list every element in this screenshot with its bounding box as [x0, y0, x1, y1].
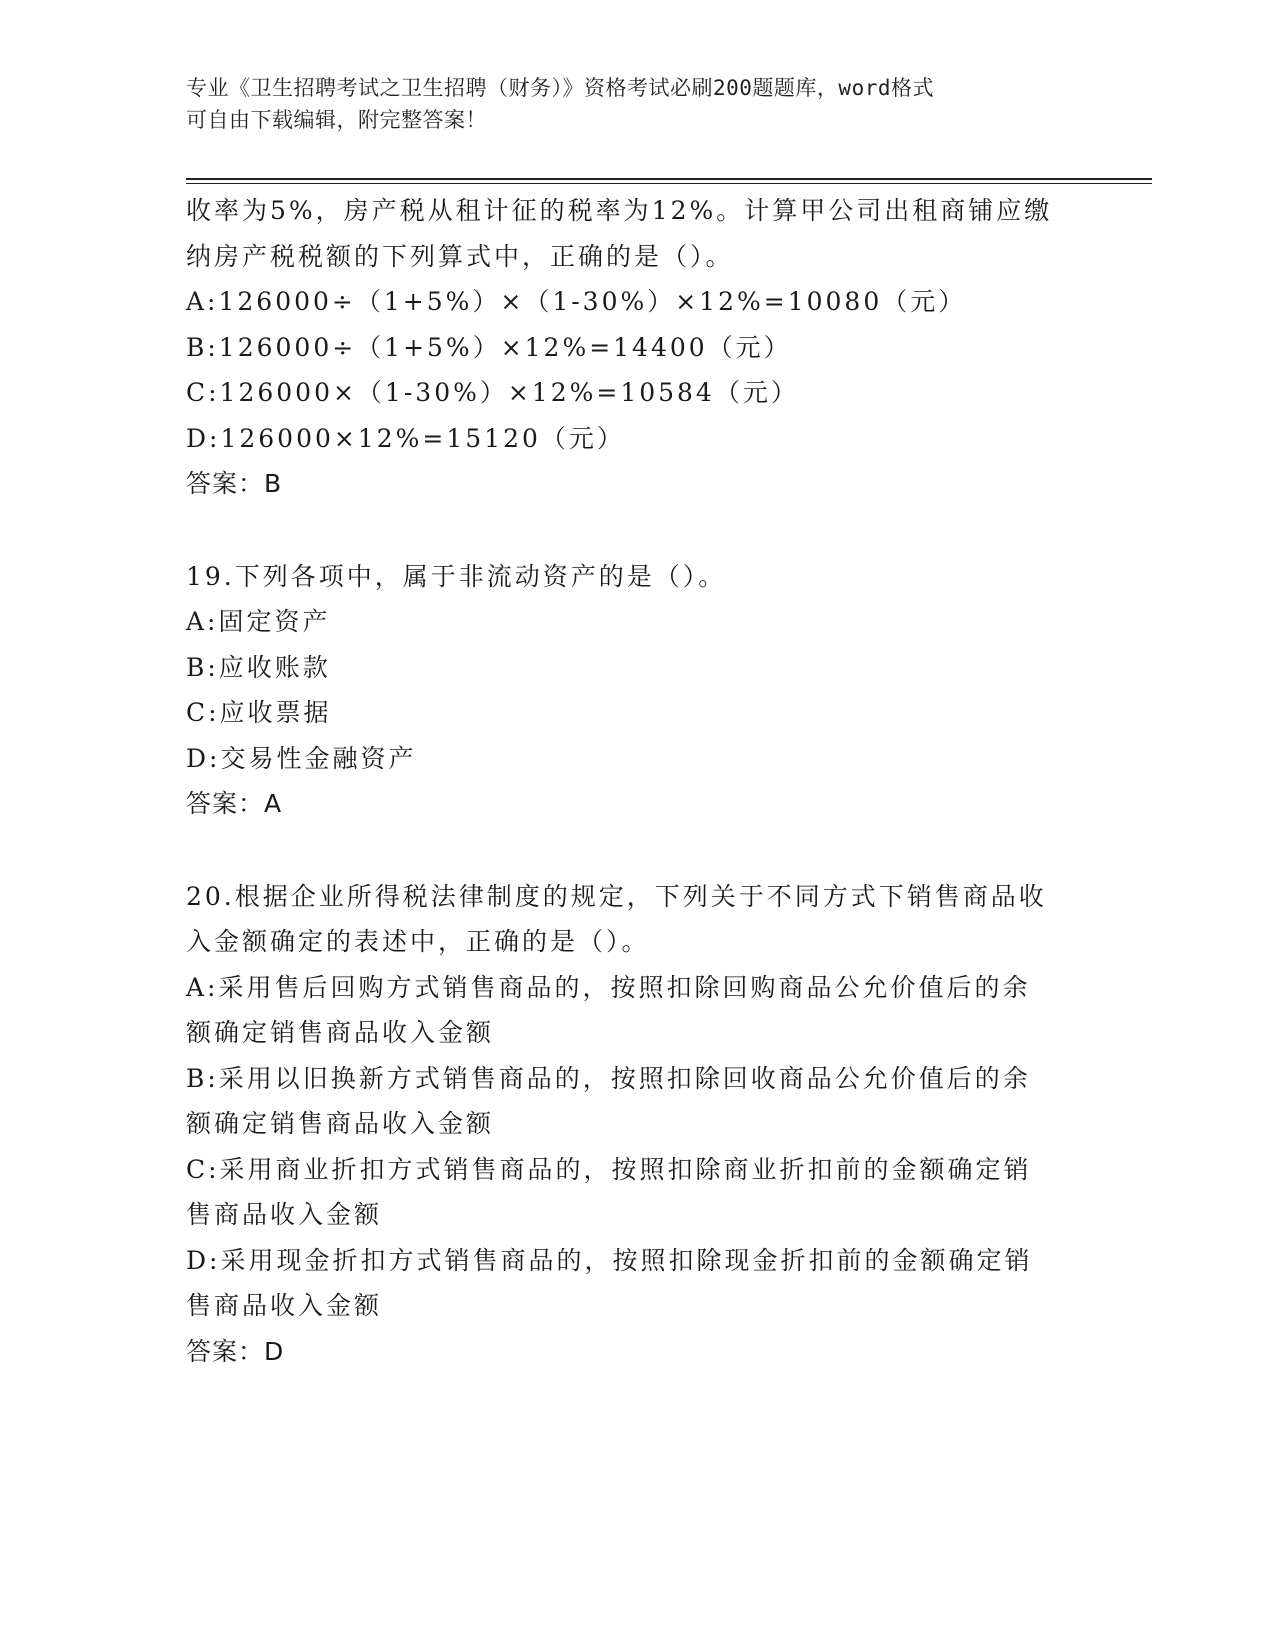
- answer-label: 答案：B: [186, 469, 283, 498]
- header-title-line1: 专业《卫生招聘考试之卫生招聘（财务）》资格考试必刷200题题库，word格式: [186, 76, 934, 100]
- option-c: C:126000×（1-30%）×12%=10584（元）: [186, 378, 799, 407]
- option-a: A:采用售后回购方式销售商品的，按照扣除回购商品公允价值后的余: [186, 972, 1031, 1002]
- question-stem-line: 入金额确定的表述中，正确的是（）。: [186, 927, 650, 956]
- header-divider-thin: [186, 183, 1152, 184]
- option-b-continued: 额确定销售商品收入金额: [186, 1109, 495, 1138]
- question-20: [186, 874, 1086, 1375]
- option-a-continued: 额确定销售商品收入金额: [186, 1018, 495, 1047]
- option-a: A:固定资产: [186, 607, 331, 636]
- page-header: [186, 72, 1086, 136]
- question-stem-line: 19.下列各项中，属于非流动资产的是（）。: [186, 561, 727, 591]
- answer-label: 答案：D: [186, 1336, 285, 1366]
- header-divider-thick: [186, 178, 1152, 180]
- question-19: [186, 554, 1086, 827]
- question-spacer: [186, 507, 1086, 554]
- option-a: A:126000÷（1+5%）×（1-30%）×12%=10080（元）: [186, 287, 967, 316]
- question-content: [186, 188, 1086, 1374]
- option-b: B:126000÷（1+5%）×12%=14400（元）: [186, 332, 792, 362]
- option-d-continued: 售商品收入金额: [186, 1291, 383, 1320]
- question-18: [186, 188, 1086, 507]
- option-d: D:126000×12%=15120（元）: [186, 423, 625, 453]
- option-b: B:采用以旧换新方式销售商品的，按照扣除回收商品公允价值后的余: [186, 1063, 1031, 1093]
- option-c-continued: 售商品收入金额: [186, 1200, 383, 1229]
- answer-label: 答案：A: [186, 789, 283, 818]
- question-stem-line: 收率为5%，房产税从租计征的税率为12%。计算甲公司出租商铺应缴: [186, 196, 1053, 225]
- question-stem-line: 纳房产税税额的下列算式中，正确的是（）。: [186, 241, 734, 271]
- option-c: C:应收票据: [186, 698, 332, 727]
- option-d: D:采用现金折扣方式销售商品的，按照扣除现金折扣前的金额确定销: [186, 1245, 1033, 1275]
- option-d: D:交易性金融资产: [186, 743, 417, 773]
- header-title-line2: 可自由下载编辑，附完整答案！: [186, 108, 487, 132]
- question-stem-line: 20.根据企业所得税法律制度的规定，下列关于不同方式下销售商品收: [186, 881, 1047, 911]
- option-b: B:应收账款: [186, 652, 331, 682]
- question-spacer: [186, 827, 1086, 874]
- option-c: C:采用商业折扣方式销售商品的，按照扣除商业折扣前的金额确定销: [186, 1154, 1032, 1184]
